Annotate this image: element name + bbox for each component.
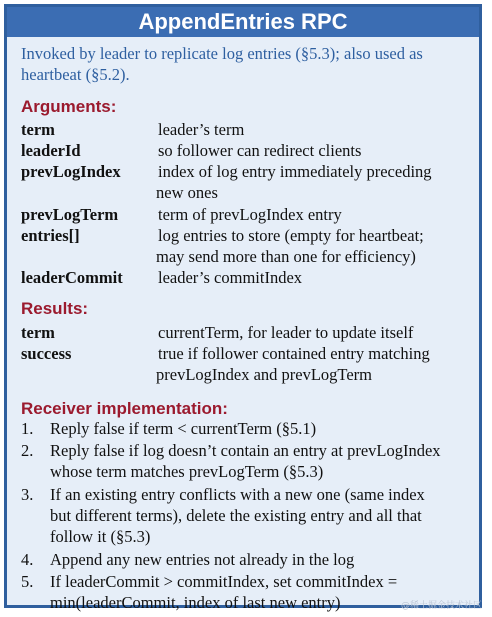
- step-text: [50, 484, 473, 547]
- intro-line-2: heartbeat (§5.2).: [21, 65, 130, 84]
- step-line: Append any new entries not already in the log: [50, 550, 355, 569]
- step-line: min(leaderCommit, index of last new entry): [50, 593, 341, 612]
- argument-desc: [158, 225, 473, 267]
- argument-desc: [158, 140, 473, 161]
- argument-desc-line: log entries to store (empty for heartbeat;: [158, 226, 424, 245]
- step-line: If an existing entry conflicts with a new one (same index: [50, 485, 425, 504]
- intro-line-1: Invoked by leader to replicate log entries (§5.3); also used as: [21, 44, 423, 63]
- intro-text: [21, 43, 466, 85]
- step-number: 5.: [21, 572, 34, 591]
- argument-name: prevLogIndex: [21, 162, 121, 181]
- card-title: AppendEntries RPC: [7, 7, 479, 37]
- watermark: @稀土掘金技术社区: [400, 601, 482, 611]
- step-number: 1.: [21, 419, 34, 438]
- argument-desc-line: leader’s commitIndex: [158, 268, 303, 287]
- result-desc-line: currentTerm, for leader to update itself: [158, 323, 414, 342]
- argument-desc-line: index of log entry immediately preceding: [158, 162, 432, 181]
- step-text: [50, 549, 473, 570]
- argument-desc-line: new ones: [156, 183, 218, 202]
- step-line: Reply false if log doesn’t contain an entry at prevLogIndex: [50, 441, 441, 460]
- result-desc-line: prevLogIndex and prevLogTerm: [156, 365, 373, 384]
- argument-desc: [158, 267, 473, 288]
- step-number: 2.: [21, 441, 34, 460]
- argument-desc-line: may send more than one for efficiency): [156, 247, 416, 266]
- step-line: but different terms), delete the existing entry and all that: [50, 506, 422, 525]
- result-desc-line: true if follower contained entry matching: [158, 344, 430, 363]
- results-heading: Results:: [21, 299, 89, 318]
- argument-desc-line: term of prevLogIndex entry: [158, 205, 342, 224]
- argument-desc-line: leader’s term: [158, 120, 245, 139]
- argument-name: term: [21, 120, 55, 139]
- step-text: [50, 440, 473, 482]
- step-line: Reply false if term < currentTerm (§5.1): [50, 419, 317, 438]
- step-line: whose term matches prevLogTerm (§5.3): [50, 462, 324, 481]
- argument-name: entries[]: [21, 226, 80, 245]
- argument-desc: [158, 204, 473, 225]
- step-line: follow it (§5.3): [50, 527, 151, 546]
- argument-name: leaderId: [21, 141, 81, 160]
- step-line: If leaderCommit > commitIndex, set commitIndex =: [50, 572, 398, 591]
- rpc-card: [4, 4, 482, 612]
- argument-name: prevLogTerm: [21, 205, 119, 224]
- result-desc: [158, 322, 473, 343]
- argument-name: leaderCommit: [21, 268, 123, 287]
- argument-desc: [158, 119, 473, 140]
- argument-desc-line: so follower can redirect clients: [158, 141, 362, 160]
- arguments-heading: Arguments:: [21, 97, 117, 116]
- result-name: success: [21, 344, 72, 363]
- step-text: [50, 418, 473, 439]
- result-name: term: [21, 323, 55, 342]
- step-number: 4.: [21, 550, 34, 569]
- result-desc: [158, 343, 473, 385]
- step-number: 3.: [21, 485, 34, 504]
- argument-desc: [158, 161, 473, 203]
- receiver-heading: Receiver implementation:: [21, 399, 228, 418]
